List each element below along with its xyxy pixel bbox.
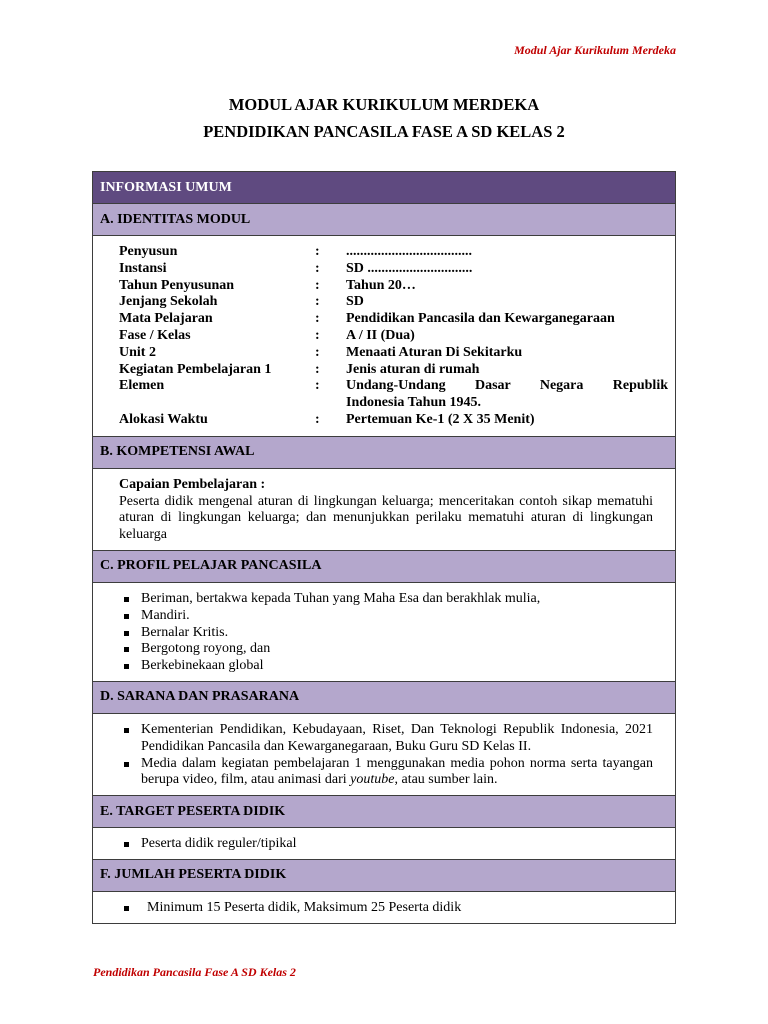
list-item: Mandiri. <box>121 608 653 625</box>
profil-body <box>93 583 675 682</box>
list-item: Berkebinekaan global <box>121 658 653 675</box>
list-item: Bergotong royong, dan <box>121 641 653 658</box>
ident-value: Menaati Aturan Di Sekitarku <box>346 344 523 360</box>
ident-colon: : <box>315 244 320 259</box>
ident-colon: : <box>315 327 320 343</box>
ident-colon: : <box>315 344 320 360</box>
jumlah-list <box>93 892 675 923</box>
ident-value: Pendidikan Pancasila dan Kewarganegaraan <box>346 311 615 327</box>
ident-value: A / II (Dua) <box>346 327 415 343</box>
target-list <box>93 828 675 859</box>
running-header: Modul Ajar Kurikulum Merdeka <box>514 43 676 57</box>
ident-row-instansi <box>119 261 668 278</box>
capaian-title: Capaian Pembelajaran : <box>119 476 266 492</box>
profil-list <box>93 583 675 681</box>
ident-colon: : <box>315 277 320 293</box>
section-sarana-prasarana <box>93 682 675 714</box>
ident-key: Instansi <box>119 260 167 276</box>
identitas-body <box>93 236 675 437</box>
ident-row-tahun <box>119 278 668 295</box>
ident-row-kegiatan <box>119 362 668 379</box>
list-item: Kementerian Pendidikan, Kebudayaan, Riset, Dan Teknologi Republik Indonesia, 2021 Pendidikan Pancasila dan Kewarganegaraan, Buku Guru SD Kelas II. <box>121 722 653 756</box>
ident-key: Penyusun <box>119 244 178 259</box>
kompetensi-body <box>93 469 675 551</box>
section-heading: E. TARGET PESERTA DIDIK <box>100 803 286 819</box>
section-target-peserta <box>93 796 675 828</box>
capaian-text: Peserta didik mengenal aturan di lingkungan keluarga; menceritakan contoh sikap mematuhi aturan di lingkungan keluarga; dan menunjukkan perilaku mematuhi aturan di lingkungan keluarga <box>119 493 653 543</box>
ident-colon: : <box>315 411 320 427</box>
list-item: Beriman, bertakwa kepada Tuhan yang Maha Esa dan berakhlak mulia, <box>121 591 653 608</box>
ident-value: .................................... <box>346 244 472 259</box>
sarana-list <box>93 714 675 795</box>
ident-key: Mata Pelajaran <box>119 311 213 327</box>
section-heading: F. JUMLAH PESERTA DIDIK <box>100 867 287 883</box>
list-item: Peserta didik reguler/tipikal <box>121 836 653 853</box>
section-heading: C. PROFIL PELAJAR PANCASILA <box>100 558 322 574</box>
ident-row-unit <box>119 345 668 362</box>
list-item: Bernalar Kritis. <box>121 625 653 642</box>
module-table <box>92 171 676 924</box>
section-profil-pelajar <box>93 551 675 583</box>
ident-value: SD <box>346 294 364 310</box>
ident-row-fase <box>119 328 668 345</box>
ident-value <box>346 378 668 412</box>
ident-row-jenjang <box>119 294 668 311</box>
ident-key: Unit 2 <box>119 344 156 360</box>
ident-key: Alokasi Waktu <box>119 411 208 427</box>
ident-row-alokasi <box>119 412 668 429</box>
document-subtitle: PENDIDIKAN PANCASILA FASE A SD KELAS 2 <box>203 122 565 141</box>
section-kompetensi-awal <box>93 437 675 469</box>
sarana-text-end: , atau sumber lain. <box>394 772 498 788</box>
ident-key: Jenjang Sekolah <box>119 294 218 310</box>
list-item: Minimum 15 Peserta didik, Maksimum 25 Peserta didik <box>121 900 653 917</box>
section-heading: INFORMASI UMUM <box>100 179 232 195</box>
ident-colon: : <box>315 260 320 276</box>
ident-colon: : <box>315 361 320 377</box>
ident-key: Elemen <box>119 378 165 394</box>
section-heading: D. SARANA DAN PRASARANA <box>100 689 300 705</box>
ident-value: SD .............................. <box>346 260 473 276</box>
ident-row-elemen <box>119 378 668 412</box>
ident-value-line2: Indonesia Tahun 1945. <box>346 395 482 411</box>
ident-colon: : <box>315 311 320 327</box>
list-item <box>121 756 653 790</box>
section-jumlah-peserta <box>93 860 675 892</box>
ident-key: Kegiatan Pembelajaran 1 <box>119 361 272 377</box>
youtube-text: youtube <box>350 772 395 788</box>
ident-value-line1: Undang-Undang Dasar Negara Republik <box>346 378 668 394</box>
ident-colon: : <box>315 294 320 310</box>
section-heading: B. KOMPETENSI AWAL <box>100 444 255 460</box>
ident-key: Tahun Penyusunan <box>119 277 235 293</box>
running-footer: Pendidikan Pancasila Fase A SD Kelas 2 <box>93 965 296 979</box>
ident-row-penyusun <box>119 244 668 261</box>
sarana-text: Media dalam kegiatan pembelajaran 1 menggunakan media pohon norma serta tayangan berupa video, film, atau animasi dari <box>141 755 653 788</box>
ident-value: Jenis aturan di rumah <box>346 361 480 377</box>
target-body <box>93 828 675 860</box>
ident-key: Fase / Kelas <box>119 327 191 343</box>
ident-value: Pertemuan Ke-1 (2 X 35 Menit) <box>346 411 535 427</box>
sarana-body <box>93 714 675 796</box>
section-identitas-modul <box>93 204 675 236</box>
document-title: MODUL AJAR KURIKULUM MERDEKA <box>228 95 540 114</box>
ident-colon: : <box>315 378 320 394</box>
ident-value: Tahun 20… <box>346 277 416 293</box>
jumlah-body <box>93 892 675 923</box>
ident-row-mapel <box>119 311 668 328</box>
section-heading: A. IDENTITAS MODUL <box>100 211 251 227</box>
section-informasi-umum <box>93 172 675 204</box>
